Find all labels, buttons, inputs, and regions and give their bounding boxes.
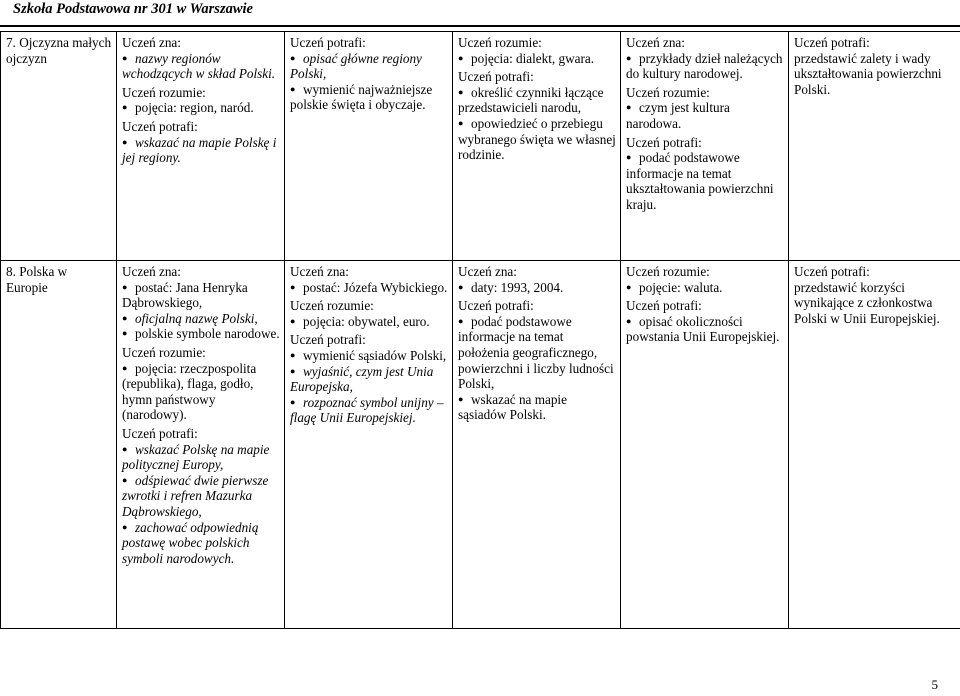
list-item-text: rozpoznać symbol unijny – flagę Unii Europejskiej. bbox=[290, 394, 444, 426]
bullet-icon: ● bbox=[122, 312, 128, 323]
requirement-label: Uczeń zna: bbox=[626, 35, 685, 50]
requirement-list bbox=[626, 100, 784, 131]
requirement-list bbox=[122, 361, 280, 423]
list-item-text: wymienić sąsiadów Polski, bbox=[303, 347, 447, 363]
list-item bbox=[122, 473, 280, 520]
list-item bbox=[290, 348, 448, 364]
list-item-text: wyjaśnić, czym jest Unia Europejska, bbox=[290, 363, 434, 395]
list-item bbox=[122, 51, 280, 82]
list-item bbox=[290, 280, 448, 296]
bullet-icon: ● bbox=[122, 362, 128, 373]
requirement-text: przedstawić korzyści wynikające z członkostwa Polski w Unii Europejskiej. bbox=[794, 279, 940, 326]
list-item-text: opisać główne regiony Polski, bbox=[290, 50, 422, 82]
list-item bbox=[458, 51, 616, 67]
requirement-cell bbox=[453, 261, 621, 629]
bullet-icon: ● bbox=[626, 52, 632, 63]
curriculum-table bbox=[0, 31, 960, 629]
requirement-list bbox=[626, 280, 784, 296]
table-row bbox=[1, 261, 960, 629]
list-item-text: podać podstawowe informacje na temat położenia geograficznego, powierzchni i liczby ludności Polski, bbox=[458, 313, 614, 392]
bullet-icon: ● bbox=[122, 136, 128, 147]
list-item-text: pojęcia: region, naród. bbox=[135, 100, 254, 116]
requirement-cell bbox=[453, 32, 621, 261]
bullet-icon: ● bbox=[626, 281, 632, 292]
requirement-list bbox=[458, 85, 616, 163]
list-item bbox=[290, 314, 448, 330]
requirement-label: Uczeń potrafi: bbox=[626, 134, 702, 150]
requirement-list bbox=[458, 51, 616, 67]
requirement-cell bbox=[117, 261, 285, 629]
bullet-icon: ● bbox=[290, 315, 296, 326]
list-item-text: opowiedzieć o przebiegu wybranego święta we własnej rodzinie. bbox=[458, 115, 616, 163]
list-item bbox=[122, 280, 280, 311]
requirement-label: Uczeń rozumie: bbox=[290, 298, 374, 314]
list-item bbox=[290, 364, 448, 395]
bullet-icon: ● bbox=[458, 117, 464, 128]
requirement-list bbox=[458, 314, 616, 423]
requirement-label: Uczeń potrafi: bbox=[122, 425, 198, 441]
bullet-icon: ● bbox=[626, 315, 632, 326]
list-item bbox=[122, 520, 280, 567]
requirement-list bbox=[290, 314, 448, 330]
list-item-text: zachować odpowiednią postawę wobec polskich symboli narodowych. bbox=[122, 519, 259, 566]
list-item bbox=[626, 280, 784, 296]
list-item-text: przykłady dzieł należących do kultury narodowej. bbox=[626, 50, 783, 82]
list-item bbox=[626, 150, 784, 212]
requirement-cell bbox=[621, 261, 789, 629]
bullet-icon: ● bbox=[626, 152, 632, 163]
bullet-icon: ● bbox=[458, 393, 464, 404]
requirement-label: Uczeń rozumie: bbox=[122, 84, 206, 100]
table-row bbox=[1, 32, 960, 261]
bullet-icon: ● bbox=[122, 102, 128, 113]
topic-cell bbox=[1, 32, 117, 261]
list-item-text: opisać okoliczności powstania Unii Europejskiej. bbox=[626, 313, 780, 345]
list-item-text: podać podstawowe informacje na temat ukształtowania powierzchni kraju. bbox=[626, 150, 774, 212]
requirement-label: Uczeń potrafi: bbox=[290, 332, 366, 348]
requirement-list bbox=[458, 280, 616, 296]
list-item-text: postać: Józefa Wybickiego. bbox=[303, 279, 448, 295]
requirement-label: Uczeń rozumie: bbox=[626, 264, 710, 279]
list-item bbox=[122, 100, 280, 116]
topic-label: 8. Polska w Europie bbox=[6, 264, 68, 295]
bullet-icon: ● bbox=[458, 52, 464, 63]
list-item-text: polskie symbole narodowe. bbox=[135, 326, 280, 342]
list-item-text: czym jest kultura narodowa. bbox=[626, 100, 730, 131]
list-item-text: wskazać na mapie Polskę i jej regiony. bbox=[122, 134, 277, 166]
requirement-list bbox=[290, 51, 448, 113]
requirement-cell bbox=[285, 261, 453, 629]
requirement-label: Uczeń potrafi: bbox=[794, 35, 870, 50]
list-item bbox=[626, 314, 784, 345]
bullet-icon: ● bbox=[290, 52, 296, 63]
list-item bbox=[122, 442, 280, 473]
requirement-label: Uczeń rozumie: bbox=[458, 35, 542, 50]
topic-cell bbox=[1, 261, 117, 629]
list-item bbox=[122, 311, 280, 327]
list-item-text: nazwy regionów wchodzących w skład Polski. bbox=[122, 50, 276, 82]
requirement-label: Uczeń potrafi: bbox=[290, 35, 366, 50]
requirement-text: przedstawić zalety i wady ukształtowania powierzchni Polski. bbox=[794, 50, 942, 97]
list-item bbox=[290, 82, 448, 113]
requirement-cell bbox=[285, 32, 453, 261]
list-item-text: postać: Jana Henryka Dąbrowskiego, bbox=[122, 279, 248, 311]
bullet-icon: ● bbox=[626, 102, 632, 113]
bullet-icon: ● bbox=[122, 328, 128, 339]
list-item-text: pojęcia: obywatel, euro. bbox=[303, 313, 430, 329]
bullet-icon: ● bbox=[290, 281, 296, 292]
bullet-icon: ● bbox=[290, 349, 296, 360]
list-item bbox=[290, 395, 448, 426]
bullet-icon: ● bbox=[458, 281, 464, 292]
requirement-list bbox=[122, 135, 280, 166]
header-rule bbox=[0, 25, 960, 27]
list-item-text: wskazać na mapie sąsiadów Polski. bbox=[458, 391, 567, 423]
requirement-list bbox=[626, 51, 784, 82]
list-item bbox=[458, 116, 616, 163]
bullet-icon: ● bbox=[458, 86, 464, 97]
requirement-list bbox=[122, 51, 280, 82]
list-item bbox=[626, 51, 784, 82]
requirement-list bbox=[122, 442, 280, 567]
bullet-icon: ● bbox=[122, 443, 128, 454]
requirement-cell bbox=[621, 32, 789, 261]
list-item bbox=[122, 326, 280, 342]
page-header-title: Szkoła Podstawowa nr 301 w Warszawie bbox=[13, 1, 253, 17]
list-item-text: wymienić najważniejsze polskie święta i obyczaje. bbox=[290, 81, 433, 113]
list-item-text: pojęcia: rzeczpospolita (republika), flaga, godło, hymn państwowy (narodowy). bbox=[122, 360, 257, 423]
page-number: 5 bbox=[931, 677, 938, 692]
requirement-list bbox=[626, 150, 784, 212]
requirement-label: Uczeń zna: bbox=[458, 264, 517, 279]
requirement-label: Uczeń rozumie: bbox=[626, 84, 710, 100]
list-item-text: daty: 1993, 2004. bbox=[471, 279, 564, 295]
bullet-icon: ● bbox=[122, 521, 128, 532]
requirement-label: Uczeń potrafi: bbox=[458, 298, 534, 314]
requirement-label: Uczeń potrafi: bbox=[122, 118, 198, 134]
list-item-text: określić czynniki łączące przedstawicieli narodu, bbox=[458, 84, 604, 116]
list-item bbox=[458, 85, 616, 116]
list-item-text: wskazać Polskę na mapie politycznej Europy, bbox=[122, 441, 270, 473]
requirement-list bbox=[626, 314, 784, 345]
bullet-icon: ● bbox=[290, 365, 296, 376]
requirement-list bbox=[122, 280, 280, 342]
requirement-list bbox=[122, 100, 280, 116]
bullet-icon: ● bbox=[122, 474, 128, 485]
requirement-label: Uczeń potrafi: bbox=[626, 298, 702, 314]
bullet-icon: ● bbox=[458, 315, 464, 326]
list-item bbox=[122, 135, 280, 166]
requirement-label: Uczeń rozumie: bbox=[122, 344, 206, 360]
requirement-cell bbox=[789, 32, 960, 261]
requirement-label: Uczeń potrafi: bbox=[458, 69, 534, 85]
list-item bbox=[122, 361, 280, 423]
list-item bbox=[290, 51, 448, 82]
list-item-text: pojęcia: dialekt, gwara. bbox=[471, 50, 595, 66]
requirement-cell bbox=[789, 261, 960, 629]
list-item bbox=[458, 392, 616, 423]
list-item-text: odśpiewać dwie pierwsze zwrotki i refren Mazurka Dąbrowskiego, bbox=[122, 472, 269, 519]
topic-label: 7. Ojczyzna małych ojczyzn bbox=[6, 35, 112, 66]
bullet-icon: ● bbox=[290, 83, 296, 94]
requirement-label: Uczeń zna: bbox=[122, 35, 181, 50]
list-item-text: oficjalną nazwę Polski, bbox=[135, 310, 258, 326]
requirement-label: Uczeń zna: bbox=[122, 264, 181, 279]
bullet-icon: ● bbox=[122, 281, 128, 292]
list-item bbox=[626, 100, 784, 131]
requirement-label: Uczeń potrafi: bbox=[794, 264, 870, 279]
list-item bbox=[458, 280, 616, 296]
requirement-cell bbox=[117, 32, 285, 261]
requirement-list bbox=[290, 280, 448, 296]
list-item bbox=[458, 314, 616, 392]
requirement-list bbox=[290, 348, 448, 426]
bullet-icon: ● bbox=[122, 52, 128, 63]
requirement-label: Uczeń zna: bbox=[290, 264, 349, 279]
list-item-text: pojęcie: waluta. bbox=[639, 279, 723, 295]
bullet-icon: ● bbox=[290, 396, 296, 407]
